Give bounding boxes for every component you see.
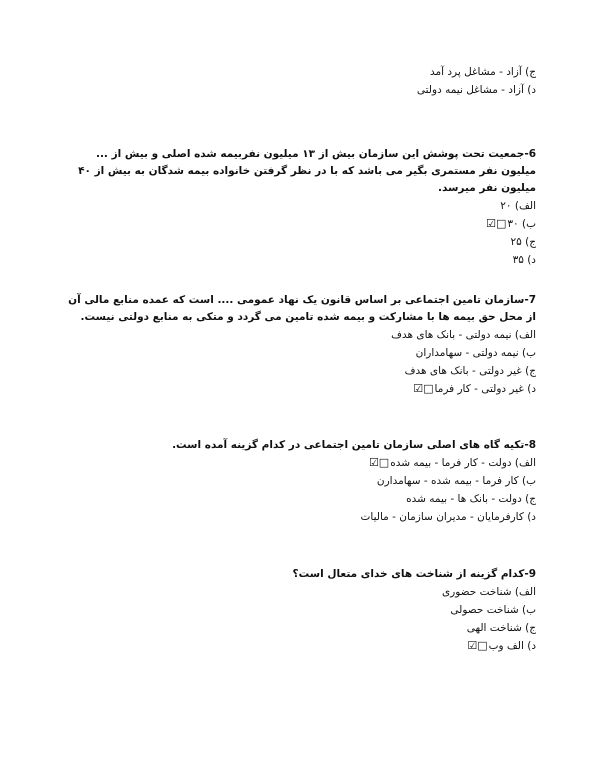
question-8-option-b: ب) کار فرما - بیمه شده - سهامدارن: [376, 475, 536, 487]
question-7-option-b: ب) نیمه دولتی - سهامداران: [415, 347, 536, 359]
question-6-option-d: د) ۳۵: [512, 254, 536, 266]
question-6-option-a: الف) ۲۰: [500, 200, 536, 212]
question-7-option-c: ج) غیر دولتی - بانک های هدف: [404, 365, 536, 377]
question-9: [66, 566, 536, 655]
question-9-option-b: ب) شناخت حصولی: [450, 604, 536, 616]
question-7-option-d: د) غیر دولتی - کار فرما□☑: [66, 380, 536, 398]
question-7-text: 7-سازمان تامین اجتماعی بر اساس قانون یک نهاد عمومی .... است که عمده منابع مالی آن از محل حق بیمه ها با مشارکت و بیمه شده تامین می گردد و متکی به منابع دولتی نیست.: [68, 294, 536, 323]
question-8-option-d: د) کارفرمایان - مدیران سازمان - مالیات: [360, 511, 536, 523]
question-7: [66, 292, 536, 398]
option-c: ج) آزاد - مشاغل پرد آمد: [429, 66, 536, 78]
question-9-option-d: د) الف وب□☑: [66, 637, 536, 655]
question-7-option-a: الف) نیمه دولتی - بانک های هدف: [391, 329, 536, 341]
question-8: [66, 437, 536, 526]
checkbox-checked-icon: □☑: [467, 639, 488, 652]
question-8-text: 8-تکیه گاه های اصلی سازمان تامین اجتماعی در کدام گزینه آمده است.: [172, 439, 536, 451]
checkbox-checked-icon: □☑: [368, 456, 390, 469]
question-9-text: 9-کدام گزینه از شناخت های خدای متعال است؟: [292, 568, 536, 580]
checkbox-checked-icon: □☑: [486, 217, 507, 230]
checkbox-checked-icon: □☑: [413, 382, 434, 395]
question-6-text: 6-جمعیت تحت پوشش این سازمان بیش از ۱۳ میلیون نفربیمه شده اصلی و بیش از ... میلیون نفر مستمری بگیر می باشد که با در نظر گرفتن خانواده بیمه شدگان به بیش از ۴۰ میلیون نفر میرسد.: [78, 148, 536, 194]
question-8-option-c: ج) دولت - بانک ها - بیمه شده: [406, 493, 536, 505]
question-6: [66, 146, 536, 269]
question-9-option-a: الف) شناخت حضوری: [441, 586, 536, 598]
question-6-option-b: ب) ۳۰□☑: [66, 215, 536, 233]
previous-question-options: [66, 63, 536, 99]
question-9-option-c: ج) شناخت الهی: [466, 622, 536, 634]
question-8-option-a: الف) دولت - کار فرما - بیمه شده□☑: [66, 454, 536, 472]
question-6-option-c: ج) ۲۵: [510, 236, 536, 248]
option-d: د) آزاد - مشاغل نیمه دولتی: [416, 84, 536, 96]
